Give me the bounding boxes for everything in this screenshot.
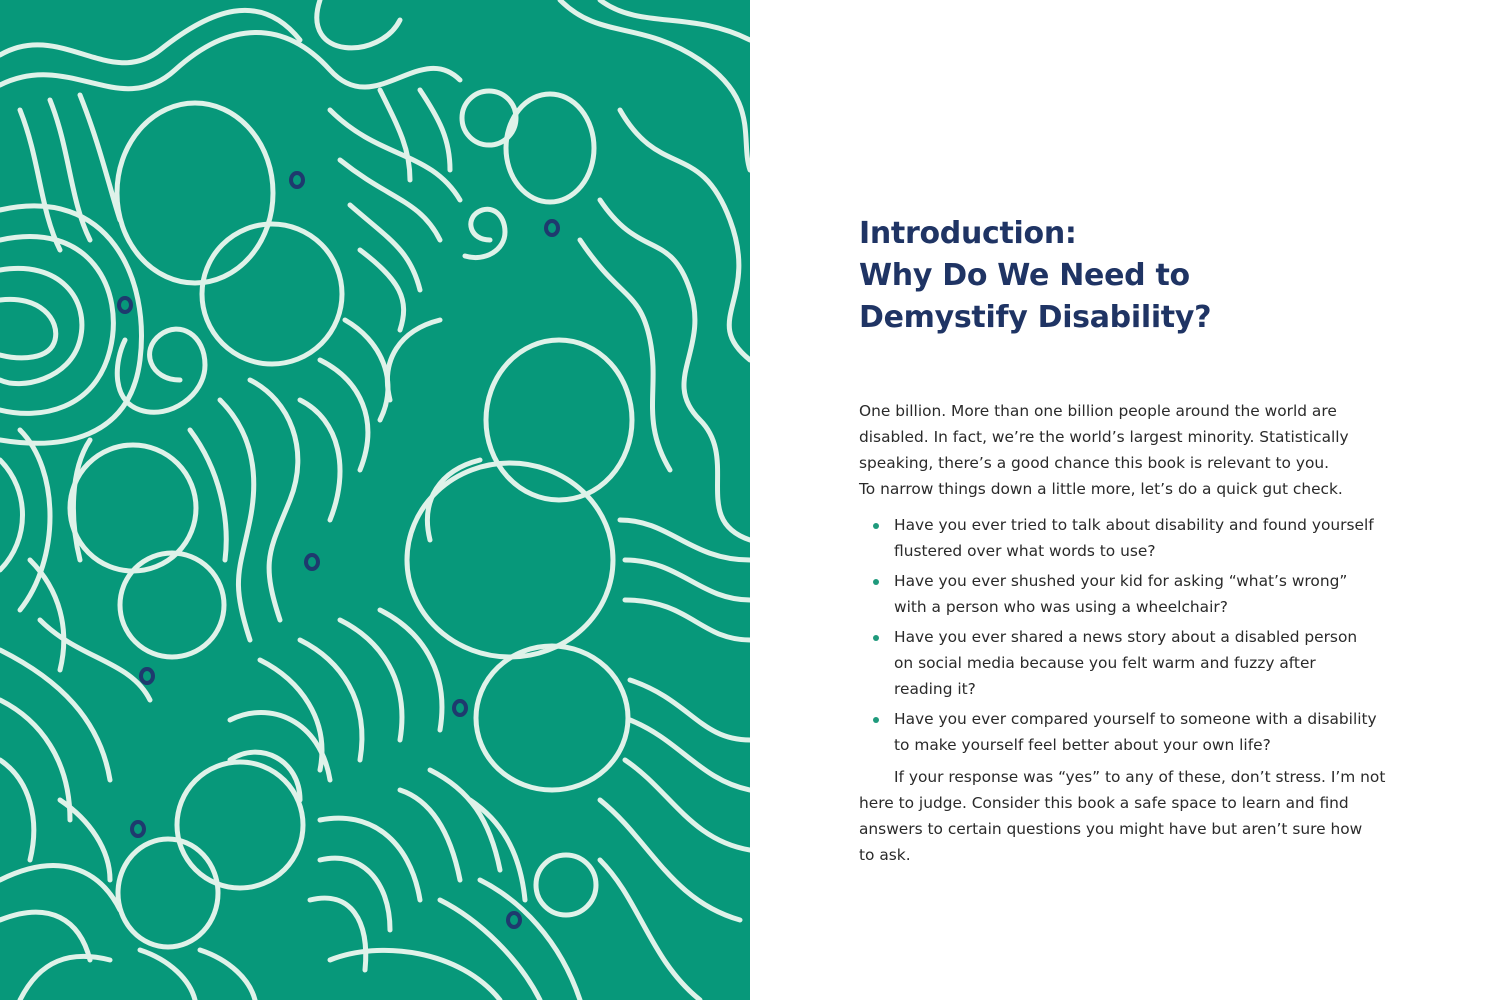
body-copy xyxy=(859,398,1419,868)
paragraph-line: One billion. More than one billion people around the world are xyxy=(859,402,1337,420)
bullet-dot-icon xyxy=(873,635,879,641)
chapter-title-line: Demystify Disability? xyxy=(859,300,1212,335)
intro-paragraph xyxy=(859,398,1419,502)
bullet-dot-icon xyxy=(873,579,879,585)
question-line: Have you ever shared a news story about a disabled person xyxy=(894,628,1358,646)
question-line: on social media because you felt warm and fuzzy after xyxy=(894,654,1316,672)
question-item xyxy=(859,706,1419,758)
bullet-dot-icon xyxy=(873,523,879,529)
question-line: with a person who was using a wheelchair? xyxy=(894,598,1228,616)
chapter-title-line: Introduction: xyxy=(859,216,1077,251)
paragraph-line: disabled. In fact, we’re the world’s largest minority. Statistically xyxy=(859,428,1349,446)
question-line: Have you ever shushed your kid for asking “what’s wrong” xyxy=(894,572,1348,590)
question-item xyxy=(859,512,1419,564)
question-item xyxy=(859,568,1419,620)
bullet-dot-icon xyxy=(873,717,879,723)
paragraph-line: here to judge. Consider this book a safe space to learn and find xyxy=(859,794,1349,812)
paragraph-line: If your response was “yes” to any of these, don’t stress. I’m not xyxy=(894,768,1386,786)
question-line: Have you ever tried to talk about disability and found yourself xyxy=(894,516,1374,534)
paragraph-line: speaking, there’s a good chance this book is relevant to you. xyxy=(859,454,1330,472)
closing-paragraph xyxy=(859,764,1419,868)
chapter-title xyxy=(859,213,1419,339)
question-line: reading it? xyxy=(894,680,976,698)
question-line: flustered over what words to use? xyxy=(894,542,1156,560)
question-line: Have you ever compared yourself to someone with a disability xyxy=(894,710,1377,728)
paragraph-line: answers to certain questions you might have but aren’t sure how xyxy=(859,820,1363,838)
question-item xyxy=(859,624,1419,702)
question-list xyxy=(859,512,1419,758)
text-page xyxy=(859,0,1419,1000)
paragraph-line: to ask. xyxy=(859,846,911,864)
chapter-title-line: Why Do We Need to xyxy=(859,258,1190,293)
paragraph-line: To narrow things down a little more, let’s do a quick gut check. xyxy=(859,480,1343,498)
question-line: to make yourself feel better about your own life? xyxy=(894,736,1271,754)
